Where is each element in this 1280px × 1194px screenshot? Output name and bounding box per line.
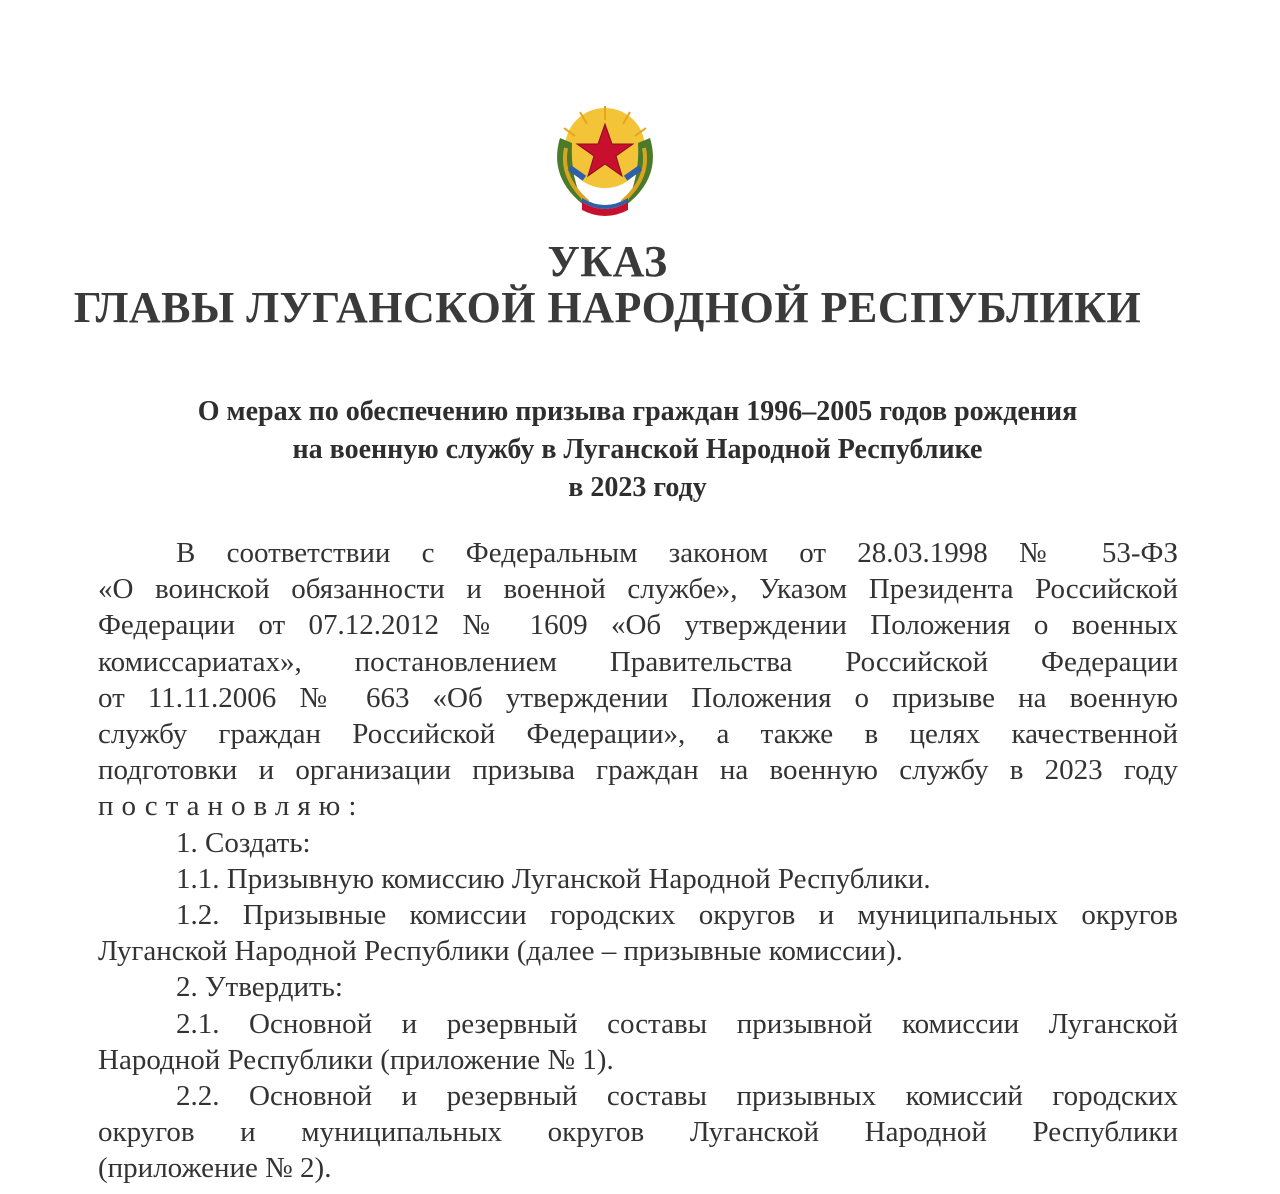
- lpr-coat-of-arms-icon: [540, 98, 670, 218]
- item-2-2-line-3: (приложение № 2).: [98, 1152, 332, 1185]
- item-2-2-line-2: округов и муниципальных округов Луганской Народной Республики: [98, 1116, 1178, 1149]
- subject-line-3: в 2023 году: [568, 472, 707, 503]
- preamble-line: В соответствии с Федеральным законом от 28.03.1998 № 53-ФЗ: [176, 537, 1178, 569]
- document-body: [98, 535, 1178, 1187]
- document-subject: [0, 393, 1275, 507]
- decree-word: постановляю:: [98, 790, 365, 823]
- item-1: 1. Создать:: [176, 826, 311, 859]
- preamble-line: подготовки и организации призыва граждан на военную службу в 2023 году: [98, 754, 1178, 787]
- issuing-authority-title: ГЛАВЫ ЛУГАНСКОЙ НАРОДНОЙ РЕСПУБЛИКИ: [73, 283, 1142, 332]
- preamble-line: Федерации от 07.12.2012 № 1609 «Об утверждении Положения о военных: [98, 609, 1178, 642]
- preamble-line: от 11.11.2006 № 663 «Об утверждении Положения о призыве на военную: [98, 681, 1178, 714]
- item-2: 2. Утвердить:: [176, 971, 343, 1004]
- document-type-title: УКАЗ: [547, 237, 668, 286]
- item-1-2-line-1: 1.2. Призывные комиссии городских округов и муниципальных округов: [176, 899, 1178, 932]
- subject-line-1: О мерах по обеспечению призыва граждан 1996–2005 годов рождения: [197, 396, 1078, 427]
- item-1-2-line-2: Луганской Народной Республики (далее – призывные комиссии).: [98, 935, 903, 968]
- item-1-1: 1.1. Призывную комиссию Луганской Народной Республики.: [176, 862, 931, 895]
- item-2-1-line-1: 2.1. Основной и резервный составы призывной комиссии Луганской: [176, 1007, 1178, 1040]
- preamble-line: «О воинской обязанности и военной службе», Указом Президента Российской: [98, 573, 1178, 606]
- preamble-line: службу граждан Российской Федерации», а также в целях качественной: [98, 718, 1178, 751]
- subject-line-2: на военную службу в Луганской Народной Республике: [292, 434, 983, 465]
- item-2-1-line-2: Народной Республики (приложение № 1).: [98, 1043, 614, 1076]
- preamble-line: комиссариатах», постановлением Правительства Российской Федерации: [98, 645, 1178, 678]
- item-2-2-line-1: 2.2. Основной и резервный составы призывных комиссий городских: [176, 1080, 1178, 1113]
